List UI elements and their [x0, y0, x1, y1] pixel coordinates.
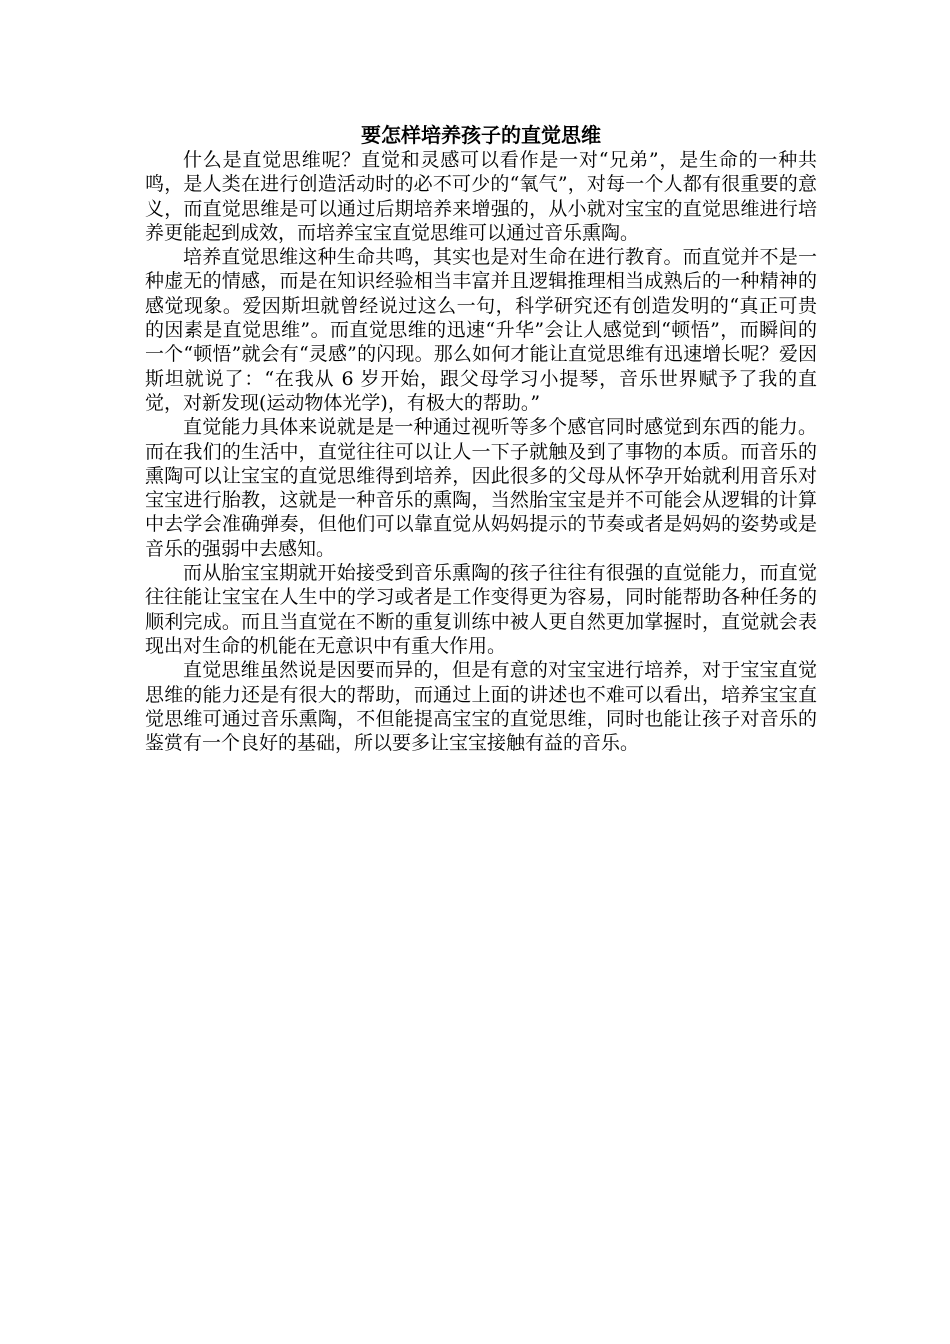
paragraph-2: 培养直觉思维这种生命共鸣，其实也是对生命在进行教育。而直觉并不是一种虚无的情感，而是在知识经验相当丰富并且逻辑推理相当成熟后的一种精神的感觉现象。爱因斯坦就曾经说过这么一句，科学研究还有创造发明的“真正可贵的因素是直觉思维”。而直觉思维的迅速“升华”会让人感觉到“顿悟”，而瞬间的一个“顿悟”就会有“灵感”的闪现。那么如何才能让直觉思维有迅速增长呢？爱因斯坦就说了：“在我从 6 岁开始，跟父母学习小提琴，音乐世界赋予了我的直觉，对新发现(运动物体光学)，有极大的帮助。”	[145, 246, 817, 414]
document-title: 要怎样培养孩子的直觉思维	[361, 123, 601, 147]
paragraph-3: 直觉能力具体来说就是是一种通过视听等多个感官同时感觉到东西的能力。而在我们的生活中，直觉往往可以让人一下子就触及到了事物的本质。而音乐的熏陶可以让宝宝的直觉思维得到培养，因此很多的父母从怀孕开始就利用音乐对宝宝进行胎教，这就是一种音乐的熏陶，当然胎宝宝是并不可能会从逻辑的计算中去学会准确弹奏，但他们可以靠直觉从妈妈提示的节奏或者是妈妈的姿势或是音乐的强弱中去感知。	[145, 416, 817, 560]
document-body	[145, 122, 817, 755]
paragraph-5: 直觉思维虽然说是因要而异的，但是有意的对宝宝进行培养，对于宝宝直觉思维的能力还是有很大的帮助，而通过上面的讲述也不难可以看出，培养宝宝直觉思维可通过音乐熏陶，不但能提高宝宝的直觉思维，同时也能让孩子对音乐的鉴赏有一个良好的基础，所以要多让宝宝接触有益的音乐。	[145, 659, 817, 755]
paragraph-4: 而从胎宝宝期就开始接受到音乐熏陶的孩子往往有很强的直觉能力，而直觉往往能让宝宝在人生中的学习或者是工作变得更为容易，同时能帮助各种任务的顺利完成。而且当直觉在不断的重复训练中被人更自然更加掌握时，直觉就会表现出对生命的机能在无意识中有重大作用。	[145, 562, 817, 657]
paragraph-1: 什么是直觉思维呢？直觉和灵感可以看作是一对“兄弟”，是生命的一种共鸣，是人类在进行创造活动时的必不可少的“氧气”，对每一个人都有很重要的意义，而直觉思维是可以通过后期培养来增强的，从小就对宝宝的直觉思维进行培养更能起到成效，而培养宝宝直觉思维可以通过音乐熏陶。	[145, 149, 817, 244]
